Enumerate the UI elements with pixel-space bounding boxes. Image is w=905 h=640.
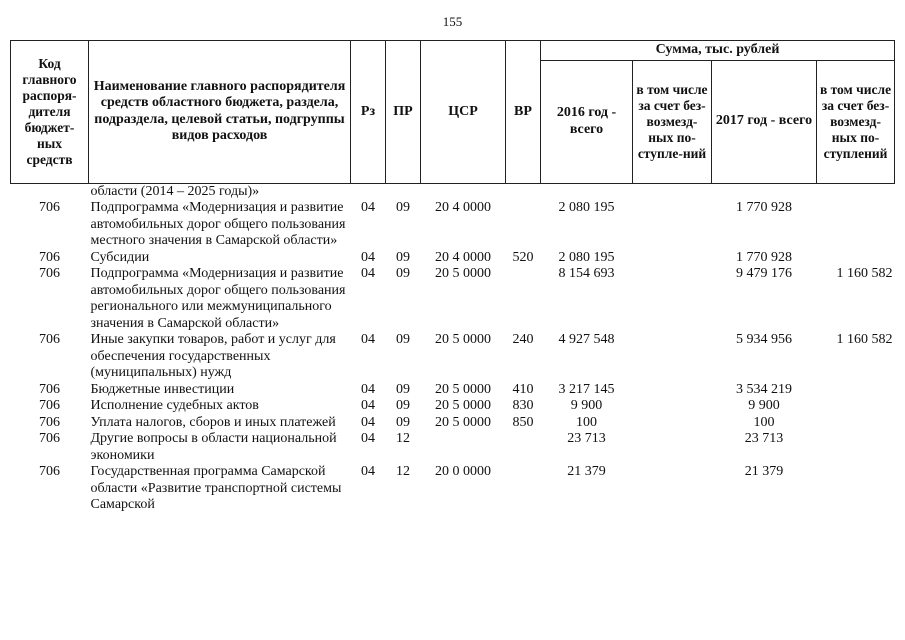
cell-csr: 20 5 0000 [435,414,491,430]
cell-csr: 20 5 0000 [435,332,491,347]
cell-code: 706 [39,414,60,430]
cell-s2016: 2 080 195 [558,200,615,215]
cell-vr [506,431,541,464]
cell-pr: 12 [396,464,410,479]
cell-s2016-incl [633,382,712,399]
cell-s2016-incl [633,250,712,267]
cell-pr: 09 [396,381,410,397]
cell-name: Иные закупки товаров, работ и услуг для обеспечения государственных (муниципальных) нужд [90,332,336,380]
cell-s2017-incl [817,183,895,200]
cell-s2016-incl [633,200,712,250]
cell-s2016: 4 927 548 [558,332,615,347]
cell-s2016: 2 080 195 [558,249,615,265]
cell-csr: 20 5 0000 [435,266,491,281]
cell-pr: 09 [396,332,410,347]
cell-rz: 04 [361,464,375,479]
cell-s2016: 21 379 [567,464,606,479]
cell-code [11,183,89,200]
cell-s2016: 100 [576,414,597,430]
header-sum-group: Сумма, тыс. рублей [541,41,895,61]
cell-s2016-incl [633,431,712,464]
table-row [11,200,895,250]
cell-s2017 [712,183,817,200]
header-csr: ЦСР [421,41,506,184]
cell-s2017: 1 770 928 [736,249,792,265]
cell-s2017: 23 713 [744,431,784,446]
header-code: Код главного распоря-дителя бюджет-ных средств [11,41,89,184]
header-vr: ВР [506,41,541,184]
cell-pr: 09 [396,266,410,281]
cell-code: 706 [39,332,60,347]
cell-s2016: 9 900 [570,398,603,413]
cell-name: Подпрограмма «Модернизация и развитие автомобильных дорог общего пользования местного значения в Самарской области» [90,200,346,248]
cell-csr: 20 4 0000 [435,200,491,215]
cell-csr [421,431,506,464]
header-name: Наименование главного распорядителя средств областного бюджета, раздела, подраздела, целевой статьи, подгруппы видов расходов [89,41,351,184]
cell-s2016: 3 217 145 [558,381,615,397]
cell-pr: 09 [396,200,410,215]
table-row [11,382,895,399]
cell-code: 706 [39,249,60,265]
cell-s2017: 21 379 [744,464,784,479]
cell-name: Бюджетные инвестиции [90,381,235,397]
cell-s2017-incl [817,431,895,464]
cell-pr: 09 [396,414,410,430]
page-number: 155 [442,14,463,29]
table-row [11,431,895,464]
header-2017-total: 2017 год - всего [712,60,817,183]
header-pr: ПР [386,41,421,184]
header-2017-incl: в том числе за счет без-возмезд-ных по-ступлений [817,60,895,183]
table-body [11,183,895,514]
cell-vr: 240 [512,332,534,347]
cell-rz: 04 [361,332,375,347]
cell-rz: 04 [361,398,375,413]
table-row [11,464,895,514]
table-row [11,398,895,415]
cell-s2017-incl [817,464,895,514]
cell-vr [506,200,541,250]
cell-vr [506,266,541,332]
cell-rz [351,183,386,200]
cell-csr: 20 4 0000 [435,249,491,265]
cell-vr: 410 [512,381,534,397]
cell-s2017-incl: 1 160 582 [836,332,893,347]
cell-code: 706 [39,464,60,479]
cell-pr: 09 [396,249,410,265]
cell-rz: 04 [361,200,375,215]
table-row [11,266,895,332]
cell-rz: 04 [361,381,375,397]
cell-s2017-incl [817,415,895,432]
cell-s2017: 9 900 [748,398,780,413]
cell-code: 706 [39,200,60,215]
cell-csr: 20 5 0000 [435,381,491,397]
cell-s2017-incl [817,200,895,250]
cell-name: Уплата налогов, сборов и иных платежей [90,414,336,430]
cell-code: 706 [39,398,60,413]
cell-code: 706 [39,431,60,446]
cell-vr [506,464,541,514]
cell-s2017: 3 534 219 [736,381,792,397]
cell-vr: 850 [512,414,534,430]
cell-vr: 830 [512,398,534,413]
cell-name: Другие вопросы в области национальной экономики [90,431,337,463]
cell-name: Государственная программа Самарской области «Развитие транспортной системы Самарской [90,464,342,512]
cell-s2016-incl [633,398,712,415]
table-header [11,41,895,184]
cell-s2017: 1 770 928 [736,200,792,215]
cell-csr: 20 5 0000 [435,398,491,413]
cell-rz: 04 [361,414,375,430]
table-row [11,183,895,200]
cell-s2017-incl [817,382,895,399]
cell-s2017-incl [817,250,895,267]
cell-pr [386,183,421,200]
cell-s2016: 8 154 693 [558,266,615,281]
table-row [11,332,895,382]
cell-name: Исполнение судебных актов [90,398,259,413]
cell-s2016-incl [633,266,712,332]
table-row [11,250,895,267]
cell-csr [421,183,506,200]
cell-pr: 09 [396,398,410,413]
cell-s2016 [541,183,633,200]
table-row [11,415,895,432]
cell-vr: 520 [512,249,534,265]
header-2016-total: 2016 год - всего [541,60,633,183]
cell-s2016: 23 713 [567,431,606,446]
cell-rz: 04 [361,249,375,265]
cell-csr: 20 0 0000 [435,464,491,479]
cell-pr: 12 [396,431,410,446]
header-rz: Рз [351,41,386,184]
cell-s2016-incl [633,415,712,432]
header-2016-incl: в том числе за счет без-возмезд-ных по-ступле-ний [633,60,712,183]
cell-name: области (2014 – 2025 годы)» [90,183,260,199]
cell-s2017-incl: 1 160 582 [836,266,893,281]
cell-s2017-incl [817,398,895,415]
cell-code: 706 [39,381,60,397]
cell-s2017: 5 934 956 [736,332,792,347]
cell-s2017: 9 479 176 [736,266,792,281]
cell-s2016-incl [633,183,712,200]
cell-s2016-incl [633,464,712,514]
cell-code: 706 [39,266,60,281]
cell-rz: 04 [361,266,375,281]
cell-s2016-incl [633,332,712,382]
cell-name: Подпрограмма «Модернизация и развитие автомобильных дорог общего пользования регионального или межмуниципального значения в Самарской области» [90,266,346,331]
cell-s2017: 100 [753,414,775,430]
budget-table [10,40,895,514]
cell-vr [506,183,541,200]
cell-rz: 04 [361,431,375,446]
cell-name: Субсидии [90,249,150,265]
